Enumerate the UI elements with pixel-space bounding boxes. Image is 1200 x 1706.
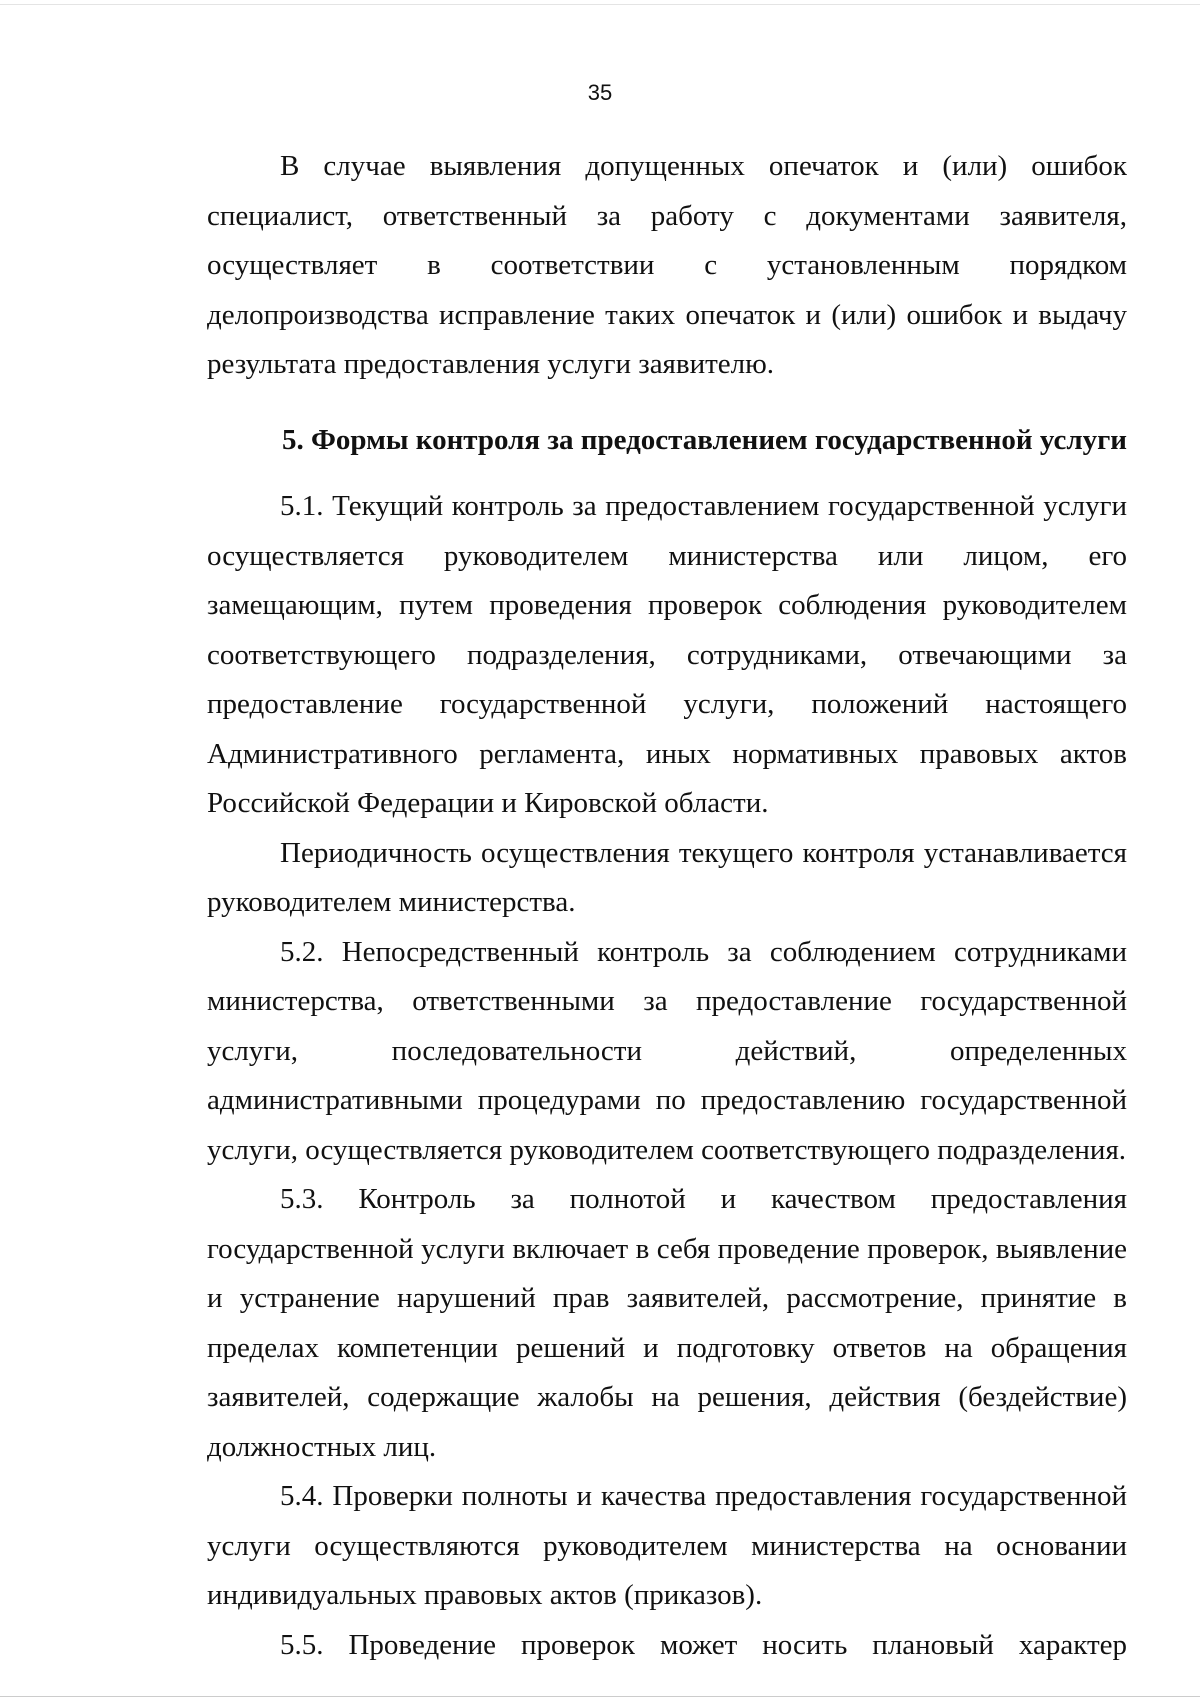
paragraph-5-2: 5.2. Непосредственный контроль за соблюдением сотрудниками министерства, ответственными за предоставление государственной услуги, последовательности действий, определенных административными процедурами по предоставлению государственной услуги, осуществляется руководителем соответствующего подразделения. (207, 935, 1127, 1166)
section-body (207, 482, 1127, 1670)
intro-block (207, 142, 1127, 390)
paragraph-5-5: 5.5. Проведение проверок может носить плановый характер (280, 1628, 1127, 1661)
page-number: 35 (587, 80, 613, 105)
intro-paragraph: В случае выявления допущенных опечаток и (или) ошибок специалист, ответственный за работу с документами заявителя, осуществляет в соответствии с установленным порядком делопроизводства исправление таких опечаток и (или) ошибок и выдачу результата предоставления услуги заявителю. (207, 150, 1127, 380)
paragraph-5-4: 5.4. Проверки полноты и качества предоставления государственной услуги осуществляются руководителем министерства на основании индивидуальных правовых актов (приказов). (207, 1480, 1127, 1611)
scan-edge-bottom (0, 1696, 1200, 1697)
paragraph-periodicity: Периодичность осуществления текущего контроля устанавливается руководителем министерства. (207, 836, 1127, 918)
paragraph-5-1: 5.1. Текущий контроль за предоставлением государственной услуги осуществляется руководителем министерства или лицом, его замещающим, путем проведения проверок соблюдения руководителем соответствующего подразделения, сотрудниками, отвечающими за предоставление государственной услуги, положений настоящего Административного регламента, иных нормативных правовых актов Российской Федерации и Кировской области. (207, 490, 1127, 819)
paragraph-5-3: 5.3. Контроль за полнотой и качеством предоставления государственной услуги включает в себя проведение проверок, выявление и устранение нарушений прав заявителей, рассмотрение, принятие в пределах компетенции решений и подготовку ответов на обращения заявителей, содержащие жалобы на решения, действия (бездействие) должностных лиц. (207, 1183, 1127, 1463)
section-heading: 5. Формы контроля за предоставлением государственной услуги (282, 424, 1127, 456)
scan-edge-top (0, 4, 1200, 5)
